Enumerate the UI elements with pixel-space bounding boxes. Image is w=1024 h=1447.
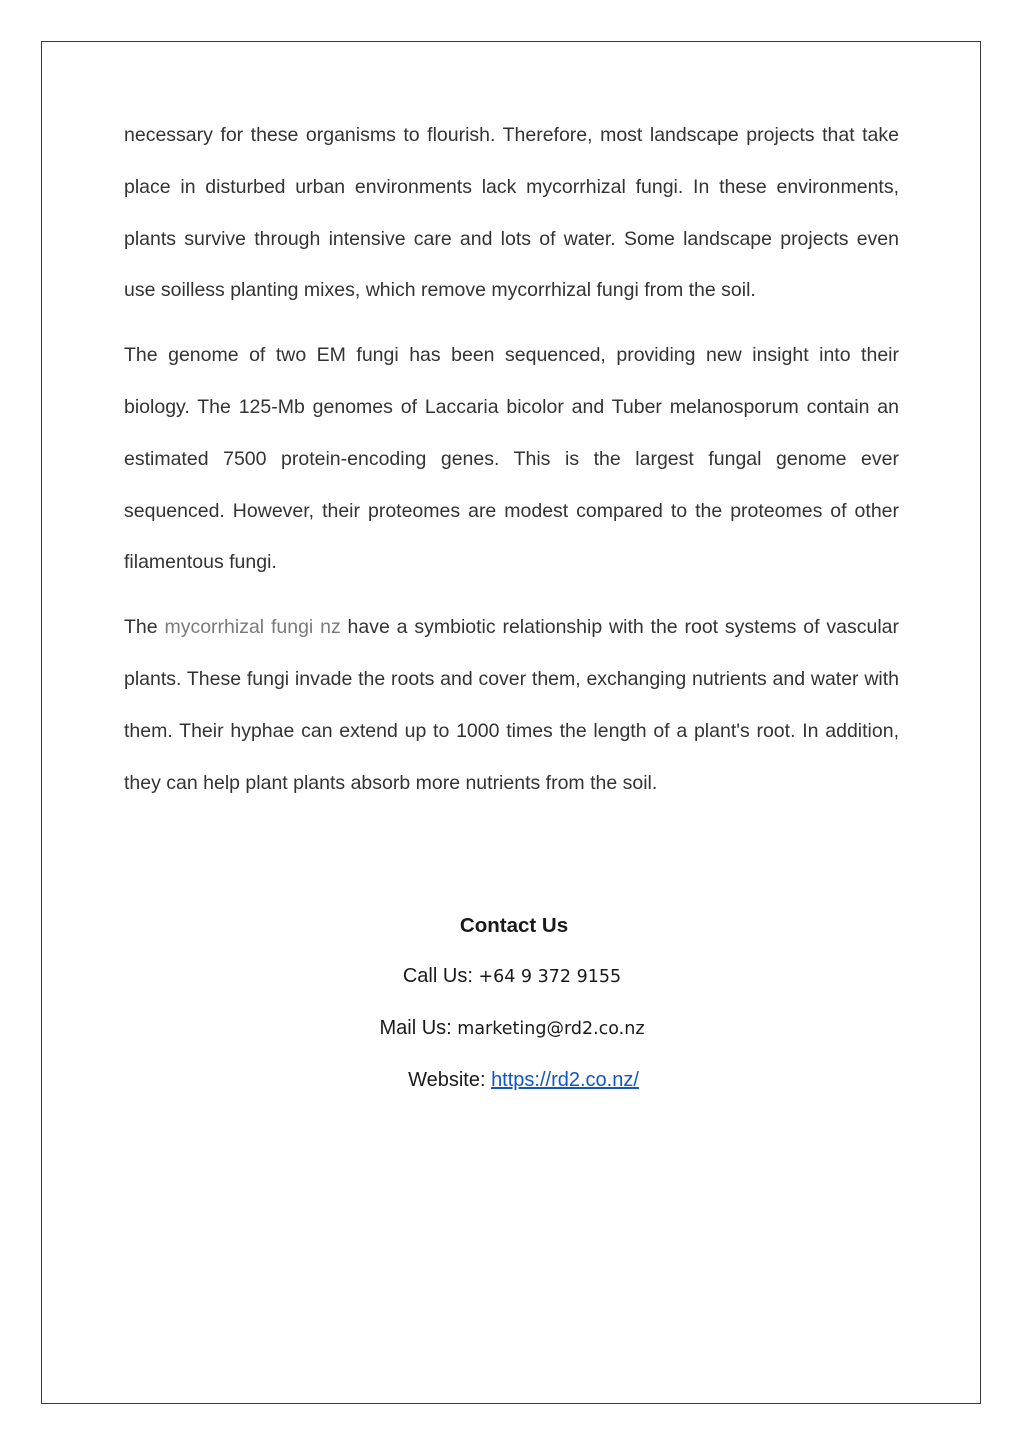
- paragraph-3-rest: have a symbiotic relationship with the root systems of vascular plants. These fungi invade the roots and cover them, exchanging nutrients and water with them. Their hyphae can extend up to 1000 times the length of a plant's root. In addition, they can help plant plants absorb more nutrients from the soil.: [124, 616, 899, 794]
- website-line: [0, 1058, 1024, 1103]
- paragraph-3-start: The: [124, 616, 165, 639]
- call-line: [0, 954, 1024, 1000]
- call-label: Call Us:: [402, 965, 479, 987]
- phone-number: +64 9 372 9155: [478, 967, 622, 987]
- contact-heading: Contact Us: [459, 914, 569, 937]
- mycorrhizal-fungi-link[interactable]: mycorrhizal fungi nz: [164, 616, 341, 639]
- contact-section: [0, 904, 1024, 1103]
- email-address: marketing@rd2.co.nz: [457, 1019, 645, 1039]
- paragraph-1: necessary for these organisms to flourish. Therefore, most landscape projects that take place in disturbed urban environments lack mycorrhizal fungi. In these environments, plants survive through intensive care and lots of water. Some landscape projects even use soilless planting mixes, which remove mycorrhizal fungi from the soil.: [124, 124, 899, 302]
- article-body: [124, 110, 899, 822]
- website-link[interactable]: https://rd2.co.nz/: [491, 1069, 639, 1091]
- mail-label: Mail Us:: [379, 1017, 458, 1039]
- paragraph-3: [124, 602, 899, 809]
- mail-line: [0, 1006, 1024, 1052]
- website-label: Website:: [408, 1069, 492, 1091]
- paragraph-2: The genome of two EM fungi has been sequenced, providing new insight into their biology. The 125-Mb genomes of Laccaria bicolor and Tuber melanosporum contain an estimated 7500 protein-encoding genes. This is the largest fungal genome ever sequenced. However, their proteomes are modest compared to the proteomes of other filamentous fungi.: [124, 344, 899, 574]
